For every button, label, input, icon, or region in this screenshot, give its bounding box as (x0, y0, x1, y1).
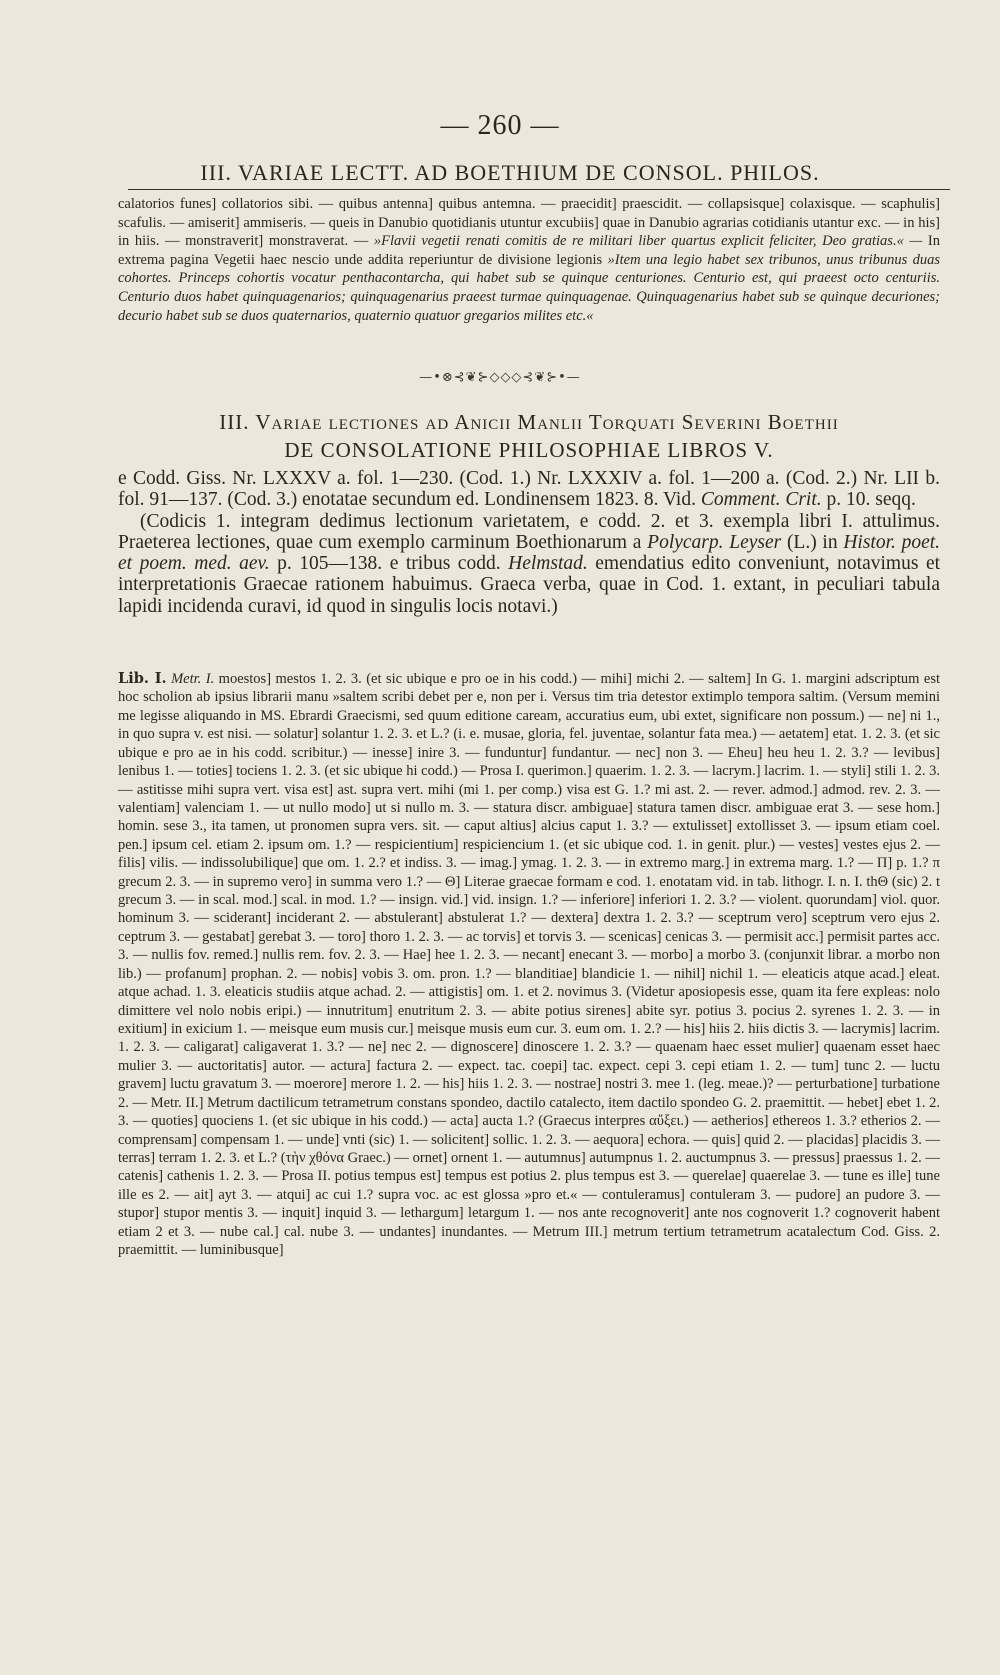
notes-colophon: »Flavii vegetii renati comitis de re militari liber quartus explicit feliciter, Deo gratias.« — (373, 233, 923, 250)
section-title-line2: DE CONSOLATIONE PHILOSOPHIAE LIBROS V. (284, 438, 774, 462)
notes-legion-quote: »Item una legio habet sex tribunos, unus tribunus duas cohortes. Princeps cohortis vocatur penthacontarcha, qui habet sub se quinque centuriones. Centurio est, qui praeest octo centuriis. Centurio duos habet quinquagenarios; quinquagenarius praeest turmae quinquagenae. Quinquagenarius habet sub se quinque decuriones; decurio habet sub se duos quaternarios, quaternio quatuor gregarios milites etc.« (118, 251, 941, 324)
codices-paragraph (118, 468, 940, 511)
method-text-d: emendatius edito conveniunt, notavimus et interpretationis Graecae rationem habuimus. Graeca verba, quae in Cod. 1. extant, in peculiari tabula lapidi incidenda curavi, id quod in singulis locis notavi.) (118, 553, 941, 617)
section-intro (118, 468, 940, 617)
helmstad-ref: Helmstad. (508, 553, 588, 575)
codices-end: p. 10. seqq. (826, 489, 916, 511)
method-text-a: (Codicis 1. integram dedimus lectionum varietatem, e codd. 2. et 3. exempla libri I. attulimus. Praeterea lectiones, quae cum exemplo carminum Boethionarum a (118, 510, 940, 553)
codices-text: e Codd. Giss. Nr. LXXXV a. fol. 1—230. (Cod. 1.) Nr. LXXXIV a. fol. 1—200 a. (Cod. 2.) Nr. LII b. fol. 91—137. (Cod. 3.) enotatae secundum ed. Londinensem 1823. 8. Vid. (118, 468, 940, 511)
page-number: — 260 — (440, 110, 560, 141)
comment-crit: Comment. Crit. (700, 489, 822, 511)
ornament-divider: —•⊗⊰❦⊱◇◇◇⊰❦⊱•— (419, 370, 581, 385)
method-text-b: (L.) in (786, 531, 838, 553)
notes-text: calatorios funes] collatorios sibi. — quibus antenna] quibus antemna. — praecidit] praescidit. — collapsisque] colaxisque. — scaphulis] scafulis. — amiserit] ammiseris. — queis in Danubio quotidianis utuntur excubiis] quae in Danubio agrarias cotidianis utantur exc. — in his] in hiis. — monstraverit] monstraverat. — (118, 196, 940, 250)
method-text-c: p. 105—138. e tribus codd. (277, 553, 501, 575)
metrum-heading: Metr. I. (171, 671, 215, 687)
preceding-notes (118, 195, 940, 325)
collation-notes (118, 670, 940, 1260)
book-heading: Lib. I. (118, 670, 167, 687)
notes-text-2: In extrema pagina Vegetii haec nescio unde addita reperiuntur de divisione legionis (118, 233, 940, 268)
method-paragraph (118, 511, 940, 617)
leyser-ref: Polycarp. Leyser (647, 531, 782, 553)
section-title (118, 408, 940, 464)
histor-ref: Histor. poet. et poem. med. aev. (118, 531, 941, 575)
header-rule (128, 189, 950, 190)
running-head: III. VARIAE LECTT. AD BOETHIUM DE CONSOL. PHILOS. (200, 160, 820, 185)
section-title-line1: III. Variae lectiones ad Anicii Manlii Torquati Severini Boethii (219, 410, 839, 434)
collation-text: moestos] mestos 1. 2. 3. (et sic ubique e pro oe in his codd.) — mihi] michi 2. — saltem] In G. 1. margini adscriptum est hoc scholion ab ipsius librarii manu »saltem scribi debet per e, non per i. Versus tim tria detestor extimplo tempora saltim. (Versum memini me legisse aliquando in MS. Ebrardi Graecismi, sed quum editione caream, accuratius eum, ubi extet, significare non possum.) — ne] ni 1., in quo supra v. est nisi. — solatur] solantur 1. 2. 3. et L.? (i. e. musae, gloria, fel. juventae, solantur fata mea.) — aetatem] etat. 1. 2. 3. (et sic ubique e pro ae in his codd. scribitur.) — inesse] inire 3. — funduntur] fundantur. — nec] non 3. — Eheu] heu heu 1. 2. 3.? — levibus] lenibus 1. — toties] tociens 1. 2. 3. (et sic ubique hi codd.) — Prosa I. querimon.] quaerim. 1. 2. 3. — lacrym.] lacrim. 1. — styli] stili 1. 2. 3. — astitisse mihi supra vert. visa est] ast. supra vert. mihi (mi 1. per comp.) visa est G. 1.? mi ast. 2. — rever. admod.] admod. rev. 2. 3. — valentiam] valenciam 1. — ut nullo modo] ut si nullo m. 3. — statura discr. ambiguae] statura tamen discr. ambiguae erat 3. — sese hom.] homin. sese 3., ita tamen, ut pronomen supra vers. sit. — caput altius] alcius caput 1. 3.? — extulisset] extollisset 3. — ipsum etiam coel. pen.] ipsum cel. etiam 2. ipsum om. 1.? — respicientium] respiciencium 1. (et sic ubique cod. 1. in genit. plur.) — vestes] vestes ejus 2. — filis] vilis. — indissolubilique] que om. 1. 2.? et indiss. 3. — imag.] ymag. 1. 2. 3. — in extremo marg.] in extrema marg. 1.? — Π] p. 1.? π grecum 2. 3. — in supremo vero] in summa vero 1.? — Θ] Literae graecae formam e cod. 1. enotatam vid. in tab. lithogr. I. n. I. thΘ (sic) 2. t grecum 3. — in scal. mod.] scal. in mod. 1.? — insign. vid.] vid. insign. 1.? — inferiore] inferiori 1. 2. 3.? — violent. quorundam] viol. quor. hominum 3. — sciderant] inciderant 2. — abstulerant] abstulerat 1.? — dextera] dextra 1. 2. 3.? — sceptrum vero] sceptrum vero ejus 2. ceptrum 3. — gestabat] gerebat 3. — toro] thoro 1. 2. 3. — ac torvis] et torvis 3. — scenicas] cenicas 3. — permisit acc.] permisit partes acc. 3. — nullis fov. remed.] nullis rem. fov. 2. 3. — Hae] hee 1. 2. 3. — necant] enecant 3. — morbo] a morbo 3. (conjunxit librar. a morbo non lib.) — profanum] prophan. 2. — nobis] vobis 3. om. pron. 1.? — blanditiae] blandicie 1. — nihil] nichil 1. — eleaticis atque acad.] eleat. atque achad. 1. 3. eleaticis studiis atque achad. 2. — attigistis] om. 1. et 2. novimus 3. (Videtur aposiopesis esse, quam ita fere expleas: nolo dimittere vel nolo nobis eripi.) — innutritum] enutritum 2. 3. — abite potius sirenes] abite syr. potius 3. pocius 2. syrenes 1. 2. 3. — in exitium] in exicium 1. — meisque eum musis cur.] meisque musis eum cur. 3. eum om. 1. 2.? — his] hiis 2. hiis dictis 3. — lacrymis] lacrim. 1. 2. 3. — caligarat] caligaverat 1. 3.? — ne] nec 2. — dignoscere] dinoscere 1. 2. 3.? — quaenam haec esset mulier] quaenam esset haec mulier 3. — auctoritatis] autor. — actura] factura 2. — expect. tac. coepi] tac. expect. cepi 3. cepi etiam 1. 2. — tum] tunc 2. — luctu gravem] luctu gravatum 3. — moerore] merore 1. 2. — his] hiis 1. 2. 3. — nostrae] nostri 3. mee 1. (leg. meae.)? — perturbatione] turbatione 2. — Metr. II.] Metrum dactilicum tetrametrum constans spondeo, dactilo catalecto, item dactilo spondeo G. 2. praemittit. — hebet] ebet 1. 2. 3. — quoties] quociens 1. (et sic ubique in his codd.) — acta] aucta 1.? (Graecus interpres αὔξει.) — aetherios] ethereos 1. 3.? etherios 2. — comprensam] compensam 1. — unde] vnti (sic) 1. — solicitent] sollic. 1. 2. 3. — aequora] echora. — quis] quid 2. — placidas] placidis 3. — terras] terram 1. 2. 3. et L.? (τὴν χθόνα Graec.) — ornet] ornent 1. — autumnus] autumpnus 1. 2. auctumpnus 3. — pressus] praessus 1. 2. — catenis] cathenis 1. 2. 3. — Prosa II. potius tempus est] tempus est potius 2. plus tempus est 3. — querelae] quaerelae 3. — tune es ille] tune ille es 2. — ait] ayt 3. — atqui] ac cui 1.? supra voc. ac est glossa »pro et.« — contuleramus] contuleram 3. — pudore] an pudore 3. — stupor] stupor mentis 3. — inquit] inquid 3. — lethargum] letargum 1. — nos ante recognoverit] ante nos cognoverit 1.? cognoverit habent etiam 2 et 3. — nube cal.] cal. nube 3. — undantes] inundantes. — Metrum III.] metrum tertium tetrametrum acatalectum Cod. Giss. 2. praemittit. — luminibusque] (118, 671, 940, 1259)
